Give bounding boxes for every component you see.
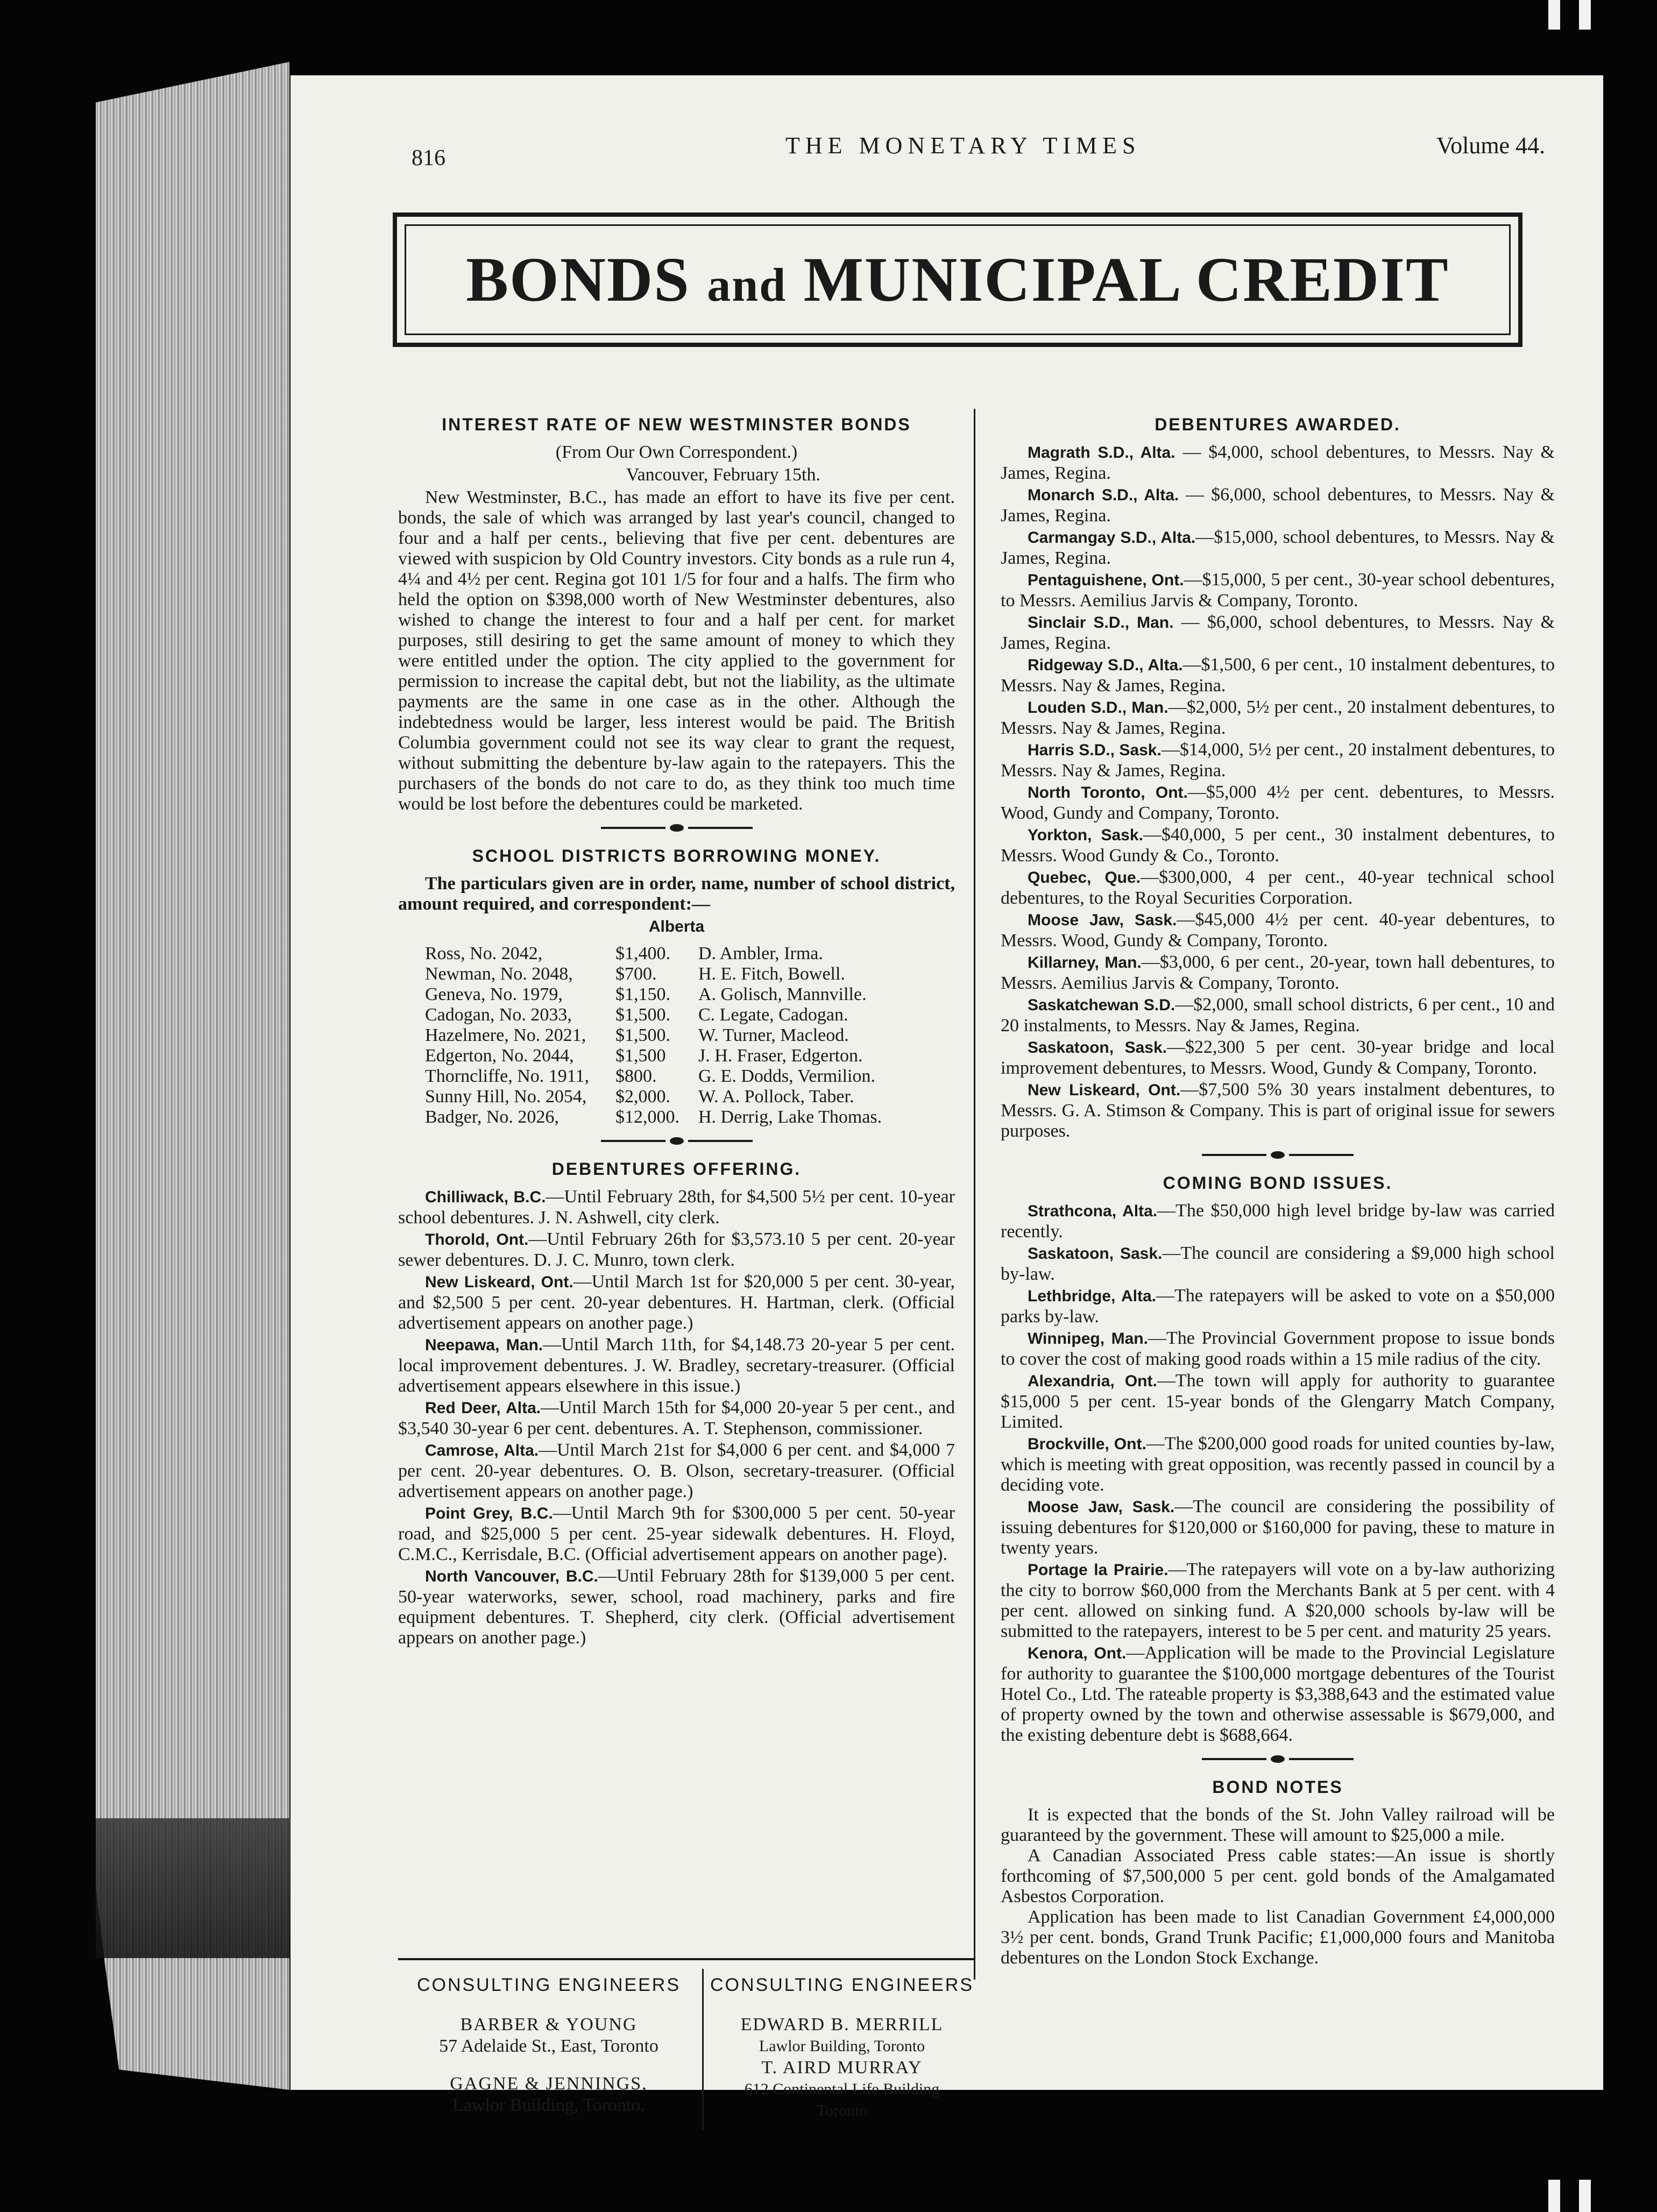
- coming-entry: Winnipeg, Man.—The Provincial Government propose to issue bonds to cover the cost of making good roads within a 15 mile radius of the city.: [1001, 1328, 1555, 1369]
- book-page-edges: [96, 62, 289, 2090]
- awarded-entry: North Toronto, Ont.—$5,000 4½ per cent. debentures, to Messrs. Wood, Gundy and Company, Toronto.: [1001, 782, 1555, 823]
- coming-entry: Kenora, Ont.—Application will be made to the Provincial Legislature for authority to guarantee the $100,000 mortgage debentures of the Tourist Hotel Co., Ltd. The rateable property is $3,388,643 and the estimated value of property owned by the town and otherwise assessable is $679,000, and the existing debenture debt is $688,664.: [1001, 1643, 1555, 1745]
- awarded-heading: DEBENTURES AWARDED.: [1155, 415, 1401, 434]
- list-item: Cadogan, No. 2033, $1,500. C. Legate, Cadogan.: [425, 1005, 848, 1025]
- coming-entry: Lethbridge, Alta.—The ratepayers will be asked to vote on a $50,000 parks by-law.: [1001, 1286, 1555, 1327]
- awarded-entry: Louden S.D., Man.—$2,000, 5½ per cent., 20 instalment debentures, to Messrs. Nay & James, Regina.: [1001, 697, 1555, 738]
- list-item: Badger, No. 2026, $12,000. H. Derrig, Lake Thomas.: [425, 1107, 882, 1127]
- banner-title-municipal: MUNICIPAL CREDIT: [803, 244, 1449, 315]
- westminster-heading: INTEREST RATE OF NEW WESTMINSTER BONDS: [442, 415, 911, 434]
- ad-heading: CONSULTING ENGINEERS: [416, 1975, 681, 1995]
- school-intro: The particulars given are in order, name, number of school district, amount required, and correspondent:—: [398, 874, 955, 914]
- awarded-entry: Saskatoon, Sask.—$22,300 5 per cent. 30-year bridge and local improvement debentures, to Messrs. Wood, Gundy & Company, Toronto.: [1001, 1037, 1555, 1078]
- awarded-entry: Saskatchewan S.D.—$2,000, small school districts, 6 per cent., 10 and 20 instalments, to Messrs. Nay & James, Regina.: [1001, 995, 1555, 1036]
- offering-entry: Point Grey, B.C.—Until March 9th for $300,000 5 per cent. 50-year road, and $25,000 5 per cent. 25-year sidewalk debentures. H. Floyd, C.M.C., Kerrisdale, B.C. (Official advertisement appears on another page).: [398, 1503, 955, 1564]
- school-heading: SCHOOL DISTRICTS BORROWING MONEY.: [472, 846, 881, 866]
- westminster-body: New Westminster, B.C., has made an effort to have its five per cent. bonds, the sale of which was arranged by last year's council, changed to four and a half per cents., believing that five per cent. debentures are viewed with suspicion by Old Country investors. City bonds as a rule run 4, 4¼ and 4½ per cent. Regina got 101 1/5 for four and a halfs. The firm who held the option on $398,000 worth of New Westminster debentures, also wished to change the interest to four and a half per cent. for market purposes, still desiring to get the same amount of money to which they were entitled under the option. The city applied to the government for permission to increase the capital debt, but not the liability, as the ultimate payments are the same in one case as in the other. Although the indebtedness would be larger, less interest would be paid. The British Columbia government could not see its way clear to grant the request, without submitting the debenture by-law again to the ratepayers. This the purchasers of the bonds do not care to do, as they think too much time would be lost before the debentures could be marketed.: [398, 487, 955, 814]
- offering-entry: Thorold, Ont.—Until February 26th for $3,573.10 5 per cent. 20-year sewer debentures. D. J. C. Munro, town clerk.: [398, 1229, 955, 1270]
- ornament-divider: [1001, 1151, 1555, 1159]
- note-paragraph: It is expected that the bonds of the St. John Valley railroad will be guaranteed by the government. These will amount to $25,000 a mile.: [1001, 1805, 1555, 1845]
- coming-entry: Saskatoon, Sask.—The council are considering a $9,000 high school by-law.: [1001, 1243, 1555, 1284]
- offering-entry: Camrose, Alta.—Until March 21st for $4,000 6 per cent. and $4,000 7 per cent. 20-year debentures. O. B. Olson, secretary-treasurer. (Official advertisement appears on another page.): [398, 1440, 955, 1501]
- list-item: Newman, No. 2048, $700. H. E. Fitch, Bowell.: [425, 964, 845, 984]
- offering-heading: DEBENTURES OFFERING.: [551, 1159, 802, 1179]
- ad-right: [707, 1974, 976, 2122]
- ad-firm: GAGNE & JENNINGS,: [450, 2074, 648, 2094]
- list-item: Geneva, No. 1979, $1,150. A. Golisch, Mannville.: [425, 984, 867, 1004]
- page-number: 816: [412, 146, 445, 171]
- scan-mark: [1548, 2180, 1560, 2212]
- ad-top-rule: [398, 1958, 974, 1960]
- offering-entry: Chilliwack, B.C.—Until February 28th, for $4,500 5½ per cent. 10-year school debentures. J. N. Ashwell, city clerk.: [398, 1187, 955, 1228]
- volume-label: Volume 44.: [1436, 132, 1546, 159]
- list-item: Ross, No. 2042, $1,400. D. Ambler, Irma.: [425, 944, 823, 963]
- awarded-entry: New Liskeard, Ont.—$7,500 5% 30 years instalment debentures, to Messrs. G. A. Stimson & Company. This is part of original issue for sewers purposes.: [1001, 1080, 1555, 1141]
- coming-entry: Moose Jaw, Sask.—The council are considering the possibility of issuing debentures for $120,000 or $160,000 for paving, these to mature in twenty years.: [1001, 1497, 1555, 1558]
- awarded-entry: Carmangay S.D., Alta.—$15,000, school debentures, to Messrs. Nay & James, Regina.: [1001, 527, 1555, 568]
- province-heading: Alberta: [648, 918, 705, 935]
- offering-entry: Neepawa, Man.—Until March 11th, for $4,148.73 20-year 5 per cent. local improvement debentures. J. W. Bradley, secretary-treasurer. (Official advertisement appears elsewhere in this issue.): [398, 1335, 955, 1396]
- awarded-entry: Monarch S.D., Alta. — $6,000, school debentures, to Messrs. Nay & James, Regina.: [1001, 485, 1555, 526]
- offering-entry: North Vancouver, B.C.—Until February 28th for $139,000 5 per cent. 50-year waterworks, sewer, school, road machinery, parks and fire equipment debentures. T. Shepherd, city clerk. (Official advertisement appears on another page.): [398, 1566, 955, 1648]
- awarded-entry: Moose Jaw, Sask.—$45,000 4½ per cent. 40-year debentures, to Messrs. Wood, Gundy & Company, Toronto.: [1001, 910, 1555, 951]
- running-title: THE MONETARY TIMES: [785, 132, 1141, 159]
- list-item: Thorncliffe, No. 1911, $800. G. E. Dodds, Vermilion.: [425, 1066, 875, 1086]
- coming-entry: Brockville, Ont.—The $200,000 good roads for united counties by-law, which is meeting with great opposition, was recently passed in council by a deciding vote.: [1001, 1434, 1555, 1495]
- scan-mark: [1579, 2180, 1591, 2212]
- school-district-list: [425, 944, 955, 1128]
- awarded-entry: Ridgeway S.D., Alta.—$1,500, 6 per cent., 10 instalment debentures, to Messrs. Nay & James, Regina.: [1001, 655, 1555, 696]
- awarded-entry: Killarney, Man.—$3,000, 6 per cent., 20-year, town hall debentures, to Messrs. Aemilius Jarvis & Company, Toronto.: [1001, 952, 1555, 993]
- coming-entry: Alexandria, Ont.—The town will apply for authority to guarantee $15,000 5 per cent. 15-year bonds of the Glengarry Match Company, Limited.: [1001, 1371, 1555, 1432]
- awarded-entry: Yorkton, Sask.—$40,000, 5 per cent., 30 instalment debentures, to Messrs. Wood Gundy & Co., Toronto.: [1001, 825, 1555, 866]
- note-paragraph: Application has been made to list Canadian Government £4,000,000 3½ per cent. bonds, Grand Trunk Pacific; £1,000,000 fours and Manitoba debentures on the London Stock Exchange.: [1001, 1907, 1555, 1968]
- ad-address: Lawlor Building, Toronto: [759, 2037, 925, 2055]
- ad-address: Lawlor Building, Toronto.: [452, 2095, 645, 2115]
- note-paragraph: A Canadian Associated Press cable states:—An issue is shortly forthcoming of $7,500,000 5 per cent. gold bonds of the Amalgamated Asbestos Corporation.: [1001, 1846, 1555, 1906]
- ad-firm: EDWARD B. MERRILL: [740, 2015, 944, 2034]
- banner-title-bonds: BONDS: [466, 244, 690, 315]
- byline: (From Our Own Correspondent.): [555, 442, 798, 462]
- banner-title-and: and: [707, 259, 787, 311]
- ad-firm: T. AIRD MURRAY: [761, 2058, 923, 2078]
- offering-entry: Red Deer, Alta.—Until March 15th for $4,000 20-year 5 per cent., and $3,540 30-year 6 per cent. debentures. A. T. Stephenson, commissioner.: [398, 1398, 955, 1438]
- ad-address: Toronto: [816, 2102, 868, 2119]
- awarded-entry: Pentaguishene, Ont.—$15,000, 5 per cent., 30-year school debentures, to Messrs. Aemilius Jarvis & Company, Toronto.: [1001, 570, 1555, 611]
- notes-heading: BOND NOTES: [1212, 1777, 1343, 1797]
- ornament-divider: [398, 1137, 955, 1145]
- right-column: [1001, 409, 1555, 1968]
- ad-address: 612 Continental Life Building: [744, 2080, 940, 2098]
- column-divider: [974, 409, 975, 1980]
- scan-mark: [1548, 0, 1560, 30]
- newspaper-page: [291, 75, 1603, 2119]
- awarded-entry: Quebec, Que.—$300,000, 4 per cent., 40-year technical school debentures, to the Royal Securities Corporation.: [1001, 867, 1555, 908]
- list-item: Hazelmere, No. 2021, $1,500. W. Turner, Macleod.: [425, 1025, 849, 1045]
- coming-entry: Portage la Prairie.—The ratepayers will vote on a by-law authorizing the city to borrow $60,000 from the Merchants Bank at 5 per cent. with 4 per cent. allowed on sinking fund. A $20,000 schools by-law will be submitted to the ratepayers, interest to be 5 per cent. and maturity 25 years.: [1001, 1559, 1555, 1641]
- awarded-entry: Harris S.D., Sask.—$14,000, 5½ per cent., 20 instalment debentures, to Messrs. Nay & James, Regina.: [1001, 740, 1555, 781]
- ad-divider: [702, 1969, 704, 2130]
- ad-firm: BARBER & YOUNG: [460, 2015, 638, 2034]
- coming-heading: COMING BOND ISSUES.: [1163, 1173, 1393, 1193]
- banner-frame: [405, 224, 1511, 335]
- list-item: Sunny Hill, No. 2054, $2,000. W. A. Pollock, Taber.: [425, 1087, 854, 1107]
- scan-mark: [1579, 0, 1591, 30]
- ad-heading: CONSULTING ENGINEERS: [710, 1975, 974, 1995]
- awarded-entry: Sinclair S.D., Man. — $6,000, school debentures, to Messrs. Nay & James, Regina.: [1001, 612, 1555, 653]
- list-item: Edgerton, No. 2044, $1,500 J. H. Fraser, Edgerton.: [425, 1046, 863, 1066]
- ad-left: [398, 1974, 699, 2116]
- ad-address: 57 Adelaide St., East, Toronto: [439, 2036, 658, 2056]
- awarded-entry: Magrath S.D., Alta. — $4,000, school debentures, to Messrs. Nay & James, Regina.: [1001, 442, 1555, 483]
- ornament-divider: [398, 824, 955, 832]
- banner-title: [466, 243, 1449, 316]
- dateline: Vancouver, February 15th.: [626, 465, 820, 485]
- ornament-divider: [1001, 1755, 1555, 1763]
- left-column: [398, 409, 955, 1649]
- offering-entry: New Liskeard, Ont.—Until March 1st for $20,000 5 per cent. 30-year, and $2,500 5 per cent. 20-year debentures. H. Hartman, clerk. (Official advertisement appears on another page.): [398, 1272, 955, 1333]
- coming-entry: Strathcona, Alta.—The $50,000 high level bridge by-law was carried recently.: [1001, 1201, 1555, 1242]
- section-banner: [393, 212, 1523, 347]
